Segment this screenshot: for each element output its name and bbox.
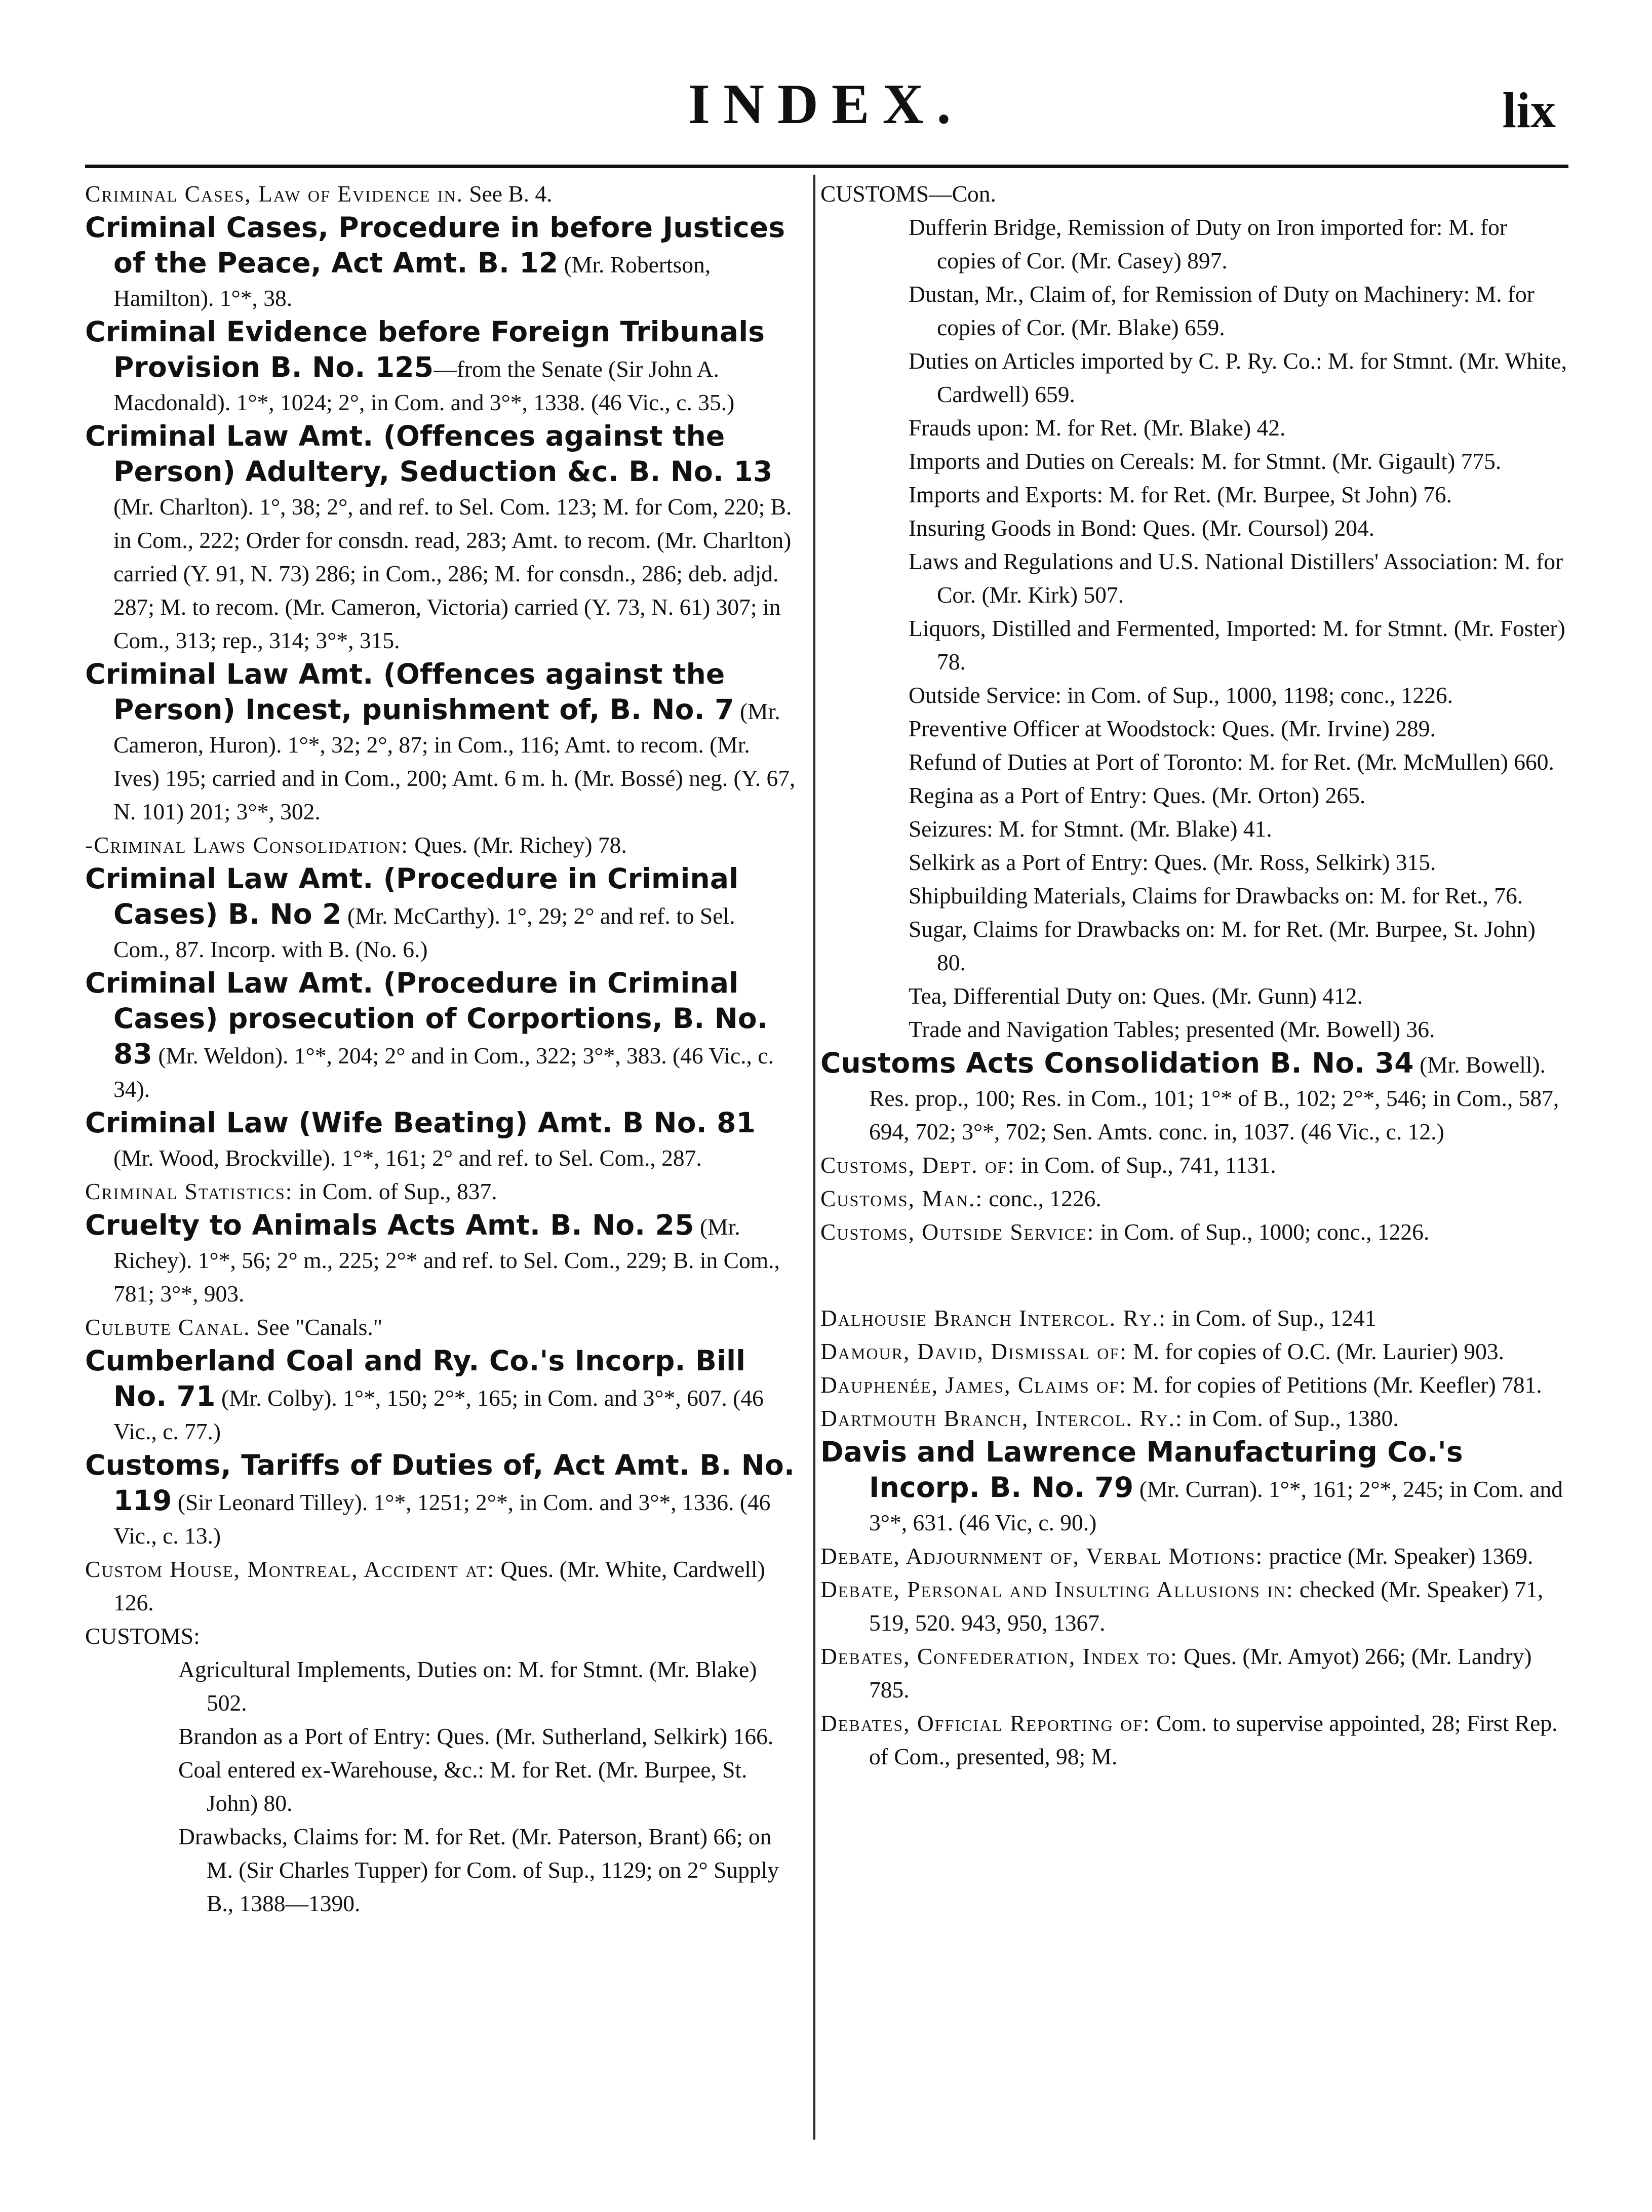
- entry-text: (Mr. Robertson, Hamilton). 1°*, 38.: [113, 252, 711, 311]
- entry-heading: Custom House, Montreal, Accident at:: [85, 1556, 495, 1582]
- entry-heading: Debates, Confederation, Index to:: [820, 1643, 1178, 1669]
- entry-heading: Customs, Man.:: [820, 1186, 984, 1211]
- index-entry: [85, 862, 797, 966]
- entry-text: Ques. (Mr. Amyot) 266; (Mr. Landry) 785.: [869, 1643, 1532, 1703]
- index-entry: [85, 177, 797, 211]
- entry-heading: CUSTOMS—Con.: [820, 181, 996, 207]
- entry-text: Imports and Duties on Cereals: M. for Stmnt. (Mr. Gigault) 775.: [909, 448, 1502, 474]
- entry-text: Tea, Differential Duty on: Ques. (Mr. Gunn) 412.: [909, 983, 1363, 1009]
- index-subentry: [820, 879, 1567, 913]
- entry-text: M. for copies of O.C. (Mr. Laurier) 903.: [1127, 1338, 1505, 1364]
- entry-heading: Criminal Statistics:: [85, 1178, 293, 1204]
- entry-text: Insuring Goods in Bond: Ques. (Mr. Coursol) 204.: [909, 515, 1375, 541]
- entry-heading: Debates, Official Reporting of:: [820, 1710, 1151, 1736]
- entry-heading: Dalhousie Branch Intercol. Ry.:: [820, 1305, 1166, 1331]
- index-entry: [85, 419, 797, 657]
- index-subentry: [820, 445, 1567, 478]
- section-gap: [820, 1249, 1567, 1301]
- entry-text: Laws and Regulations and U.S. National Distillers' Association: M. for Cor. (Mr. Kirk) 507.: [909, 548, 1563, 608]
- index-subentry: [820, 344, 1567, 411]
- entry-text: (Sir Leonard Tilley). 1°*, 1251; 2°*, in Com. and 3°*, 1336. (46 Vic., c. 13.): [113, 1489, 771, 1549]
- page-number: lix: [1502, 82, 1556, 138]
- entry-heading: Davis and Lawrence Manufacturing Co.'s Incorp. B. No. 79: [820, 1436, 1463, 1504]
- entry-heading: Damour, David, Dismissal of:: [820, 1338, 1127, 1364]
- entry-text: Com. to supervise appointed, 28; First Rep. of Com., presented, 98; M.: [869, 1710, 1558, 1769]
- index-entry: [85, 1311, 797, 1344]
- entry-text: (Mr. McCarthy). 1°, 29; 2° and ref. to Sel. Com., 87. Incorp. with B. (No. 6.): [113, 903, 735, 962]
- index-entry: [820, 1301, 1567, 1335]
- entry-text: in Com. of Sup., 741, 1131.: [1015, 1152, 1276, 1178]
- entry-text: in Com. of Sup., 1000; conc., 1226.: [1094, 1219, 1430, 1245]
- entry-heading: Customs, Outside Service:: [820, 1219, 1095, 1245]
- index-subentry: [820, 913, 1567, 979]
- index-entry: [820, 1368, 1567, 1402]
- index-entry: [85, 1448, 797, 1553]
- entry-heading: Criminal Law (Wife Beating) Amt. B No. 81: [85, 1107, 756, 1139]
- entry-text: Liquors, Distilled and Fermented, Imported: M. for Stmnt. (Mr. Foster) 78.: [909, 615, 1565, 675]
- entry-text: (Mr. Colby). 1°*, 150; 2°*, 165; in Com. and 3°*, 607. (46 Vic., c. 77.): [113, 1385, 764, 1444]
- entry-text: Dufferin Bridge, Remission of Duty on Iron imported for: M. for copies of Cor. (Mr. Casey) 897.: [909, 214, 1507, 273]
- index-entry: [85, 1620, 797, 1653]
- index-entry: [820, 1435, 1567, 1539]
- index-subentry: [85, 1753, 797, 1820]
- index-subentry: [85, 1653, 797, 1720]
- entry-heading: Dartmouth Branch, Intercol. Ry.:: [820, 1405, 1183, 1431]
- index-entry: [85, 315, 797, 419]
- entry-heading: Customs, Dept. of:: [820, 1152, 1015, 1178]
- entry-heading: Criminal Cases, Law of Evidence in.: [85, 181, 463, 207]
- entry-heading: Criminal Evidence before Foreign Tribunals Provision B. No. 125: [85, 315, 765, 383]
- entry-text: (Mr. Cameron, Huron). 1°*, 32; 2°, 87; in Com., 116; Amt. to recom. (Mr. Ives) 195; carried and in Com., 200; Amt. 6 m. h. (Mr. Bossé) neg. (Y. 67, N. 101) 201; 3°*, 302.: [113, 698, 796, 824]
- entry-heading: Criminal Law Amt. (Procedure in Criminal Cases) prosecution of Corportions, B. No. 83: [85, 967, 768, 1070]
- entry-text: Sugar, Claims for Drawbacks on: M. for Ret. (Mr. Burpee, St. John) 80.: [909, 916, 1536, 975]
- entry-text: (Mr. Bowell). Res. prop., 100; Res. in Com., 101; 1°* of B., 102; 2°*, 546; in Com., 587, 694, 702; 3°*, 702; Sen. Amts. conc. in, 1037. (46 Vic., c. 12.): [869, 1052, 1559, 1144]
- index-subentry: [820, 979, 1567, 1013]
- entry-text: Preventive Officer at Woodstock: Ques. (Mr. Irvine) 289.: [909, 716, 1436, 741]
- index-entry: [820, 177, 1567, 211]
- index-subentry: [820, 211, 1567, 278]
- index-subentry: [820, 478, 1567, 511]
- index-entry: [85, 211, 797, 315]
- entry-text: (Mr. Weldon). 1°*, 204; 2° and in Com., 322; 3°*, 383. (46 Vic., c. 34).: [113, 1043, 774, 1102]
- entry-heading: Criminal Law Amt. (Offences against the Person) Adultery, Seduction &c. B. No. 13: [85, 420, 773, 488]
- entry-heading: Debate, Personal and Insulting Allusions in:: [820, 1576, 1294, 1602]
- entry-text: Coal entered ex-Warehouse, &c.: M. for Ret. (Mr. Burpee, St. John) 80.: [178, 1757, 748, 1816]
- entry-heading: Cruelty to Animals Acts Amt. B. No. 25: [85, 1209, 694, 1241]
- index-subentry: [85, 1720, 797, 1753]
- entry-text: (Mr. Wood, Brockville). 1°*, 161; 2° and ref. to Sel. Com., 287.: [113, 1145, 702, 1171]
- entry-heading: Criminal Cases, Procedure in before Justices of the Peace, Act Amt. B. 12: [85, 211, 785, 279]
- entry-heading: Criminal Law Amt. (Procedure in Criminal Cases) B. No 2: [85, 862, 739, 930]
- entry-text: checked (Mr. Speaker) 71, 519, 520. 943, 950, 1367.: [869, 1576, 1544, 1636]
- index-entry: [85, 828, 797, 862]
- index-entry: [85, 1106, 797, 1175]
- index-entry: [820, 1402, 1567, 1435]
- entry-heading: Culbute Canal.: [85, 1314, 251, 1340]
- entry-text: (Mr. Richey). 1°*, 56; 2° m., 225; 2°* and ref. to Sel. Com., 229; B. in Com., 781; 3°*, 903.: [113, 1214, 780, 1307]
- entry-text: in Com. of Sup., 837.: [293, 1178, 497, 1204]
- index-entry: [820, 1182, 1567, 1215]
- entry-text: Refund of Duties at Port of Toronto: M. for Ret. (Mr. McMullen) 660.: [909, 749, 1554, 775]
- entry-text: See "Canals.": [250, 1314, 383, 1340]
- entry-text: Dustan, Mr., Claim of, for Remission of Duty on Machinery: M. for copies of Cor. (Mr. Blake) 659.: [909, 281, 1535, 340]
- index-entry: [85, 1344, 797, 1448]
- entry-text: in Com. of Sup., 1241: [1166, 1305, 1376, 1331]
- index-subentry: [820, 745, 1567, 779]
- index-entry: [820, 1215, 1567, 1249]
- entry-text: (Mr. Charlton). 1°, 38; 2°, and ref. to Sel. Com. 123; M. for Com, 220; B. in Com., 222; Order for consdn. read, 283; Amt. to recom. (Mr. Charlton) carried (Y. 91, N. 73) 286; in Com., 286; M. for consdn., 286; deb. adjd. 287; M. to recom. (Mr. Cameron, Victoria) carried (Y. 73, N. 61) 307; in Com., 313; rep., 314; 3°*, 315.: [113, 494, 792, 653]
- index-entry: [820, 1640, 1567, 1707]
- entry-heading: Customs Acts Consolidation B. No. 34: [820, 1047, 1414, 1079]
- index-entry: [85, 966, 797, 1106]
- index-subentry: [820, 846, 1567, 879]
- entry-heading: Criminal Law Amt. (Offences against the Person) Incest, punishment of, B. No. 7: [85, 658, 734, 726]
- entry-text: Ques. (Mr. White, Cardwell) 126.: [113, 1556, 765, 1615]
- index-subentry: [820, 278, 1567, 344]
- index-subentry: [820, 712, 1567, 745]
- index-entry: [85, 657, 797, 828]
- entry-text: Regina as a Port of Entry: Ques. (Mr. Orton) 265.: [909, 782, 1366, 808]
- entry-text: Shipbuilding Materials, Claims for Drawbacks on: M. for Ret., 76.: [909, 883, 1523, 908]
- entry-text: practice (Mr. Speaker) 1369.: [1263, 1543, 1533, 1569]
- entry-text: Selkirk as a Port of Entry: Ques. (Mr. Ross, Selkirk) 315.: [909, 849, 1436, 875]
- entry-text: See B. 4.: [463, 181, 553, 207]
- entry-text: M. for copies of Petitions (Mr. Keefler) 781.: [1126, 1372, 1542, 1398]
- index-entry: [820, 1539, 1567, 1573]
- entry-text: in Com. of Sup., 1380.: [1183, 1405, 1399, 1431]
- entry-text: (Mr. Curran). 1°*, 161; 2°*, 245; in Com. and 3°*, 631. (46 Vic, c. 90.): [869, 1476, 1563, 1535]
- entry-text: Imports and Exports: M. for Ret. (Mr. Burpee, St John) 76.: [909, 482, 1452, 507]
- index-subentry: [820, 812, 1567, 846]
- entry-heading: Cumberland Coal and Ry. Co.'s Incorp. Bill No. 71: [85, 1345, 746, 1412]
- entry-heading: Debate, Adjournment of, Verbal Motions:: [820, 1543, 1264, 1569]
- entry-text: conc., 1226.: [983, 1186, 1102, 1211]
- entry-text: Agricultural Implements, Duties on: M. for Stmnt. (Mr. Blake) 502.: [178, 1656, 757, 1716]
- entry-heading: Dauphenée, James, Claims of:: [820, 1372, 1127, 1398]
- page-title: INDEX.: [688, 73, 964, 136]
- entry-text: Brandon as a Port of Entry: Ques. (Mr. Sutherland, Selkirk) 166.: [178, 1723, 774, 1749]
- index-subentry: [820, 679, 1567, 712]
- index-subentry: [85, 1820, 797, 1920]
- entry-text: —from the Senate (Sir John A. Macdonald). 1°*, 1024; 2°, in Com. and 3°*, 1338. (46 Vic., c. 35.): [113, 356, 735, 415]
- index-subentry: [820, 779, 1567, 812]
- entry-text: Drawbacks, Claims for: M. for Ret. (Mr. Paterson, Brant) 66; on M. (Sir Charles Tupper) for Com. of Sup., 1129; on 2° Supply B., 1388—1390.: [178, 1824, 779, 1916]
- entry-text: Seizures: M. for Stmnt. (Mr. Blake) 41.: [909, 816, 1272, 842]
- left-column: [85, 177, 797, 1920]
- index-entry: [820, 1149, 1567, 1182]
- column-divider: [813, 175, 815, 2140]
- entry-text: Outside Service: in Com. of Sup., 1000, 1198; conc., 1226.: [909, 682, 1453, 708]
- index-entry: [820, 1707, 1567, 1773]
- entry-text: Duties on Articles imported by C. P. Ry. Co.: M. for Stmnt. (Mr. White, Cardwell) 659.: [909, 348, 1567, 407]
- entry-text: Trade and Navigation Tables; presented (Mr. Bowell) 36.: [909, 1016, 1435, 1042]
- index-subentry: [820, 612, 1567, 679]
- entry-heading: CUSTOMS:: [85, 1623, 200, 1649]
- entry-text: Ques. (Mr. Richey) 78.: [408, 832, 627, 858]
- right-column: [820, 177, 1567, 1773]
- index-entry: [820, 1046, 1567, 1149]
- index-entry: [85, 1175, 797, 1208]
- header-rule: [85, 165, 1568, 168]
- entry-heading: Customs, Tariffs of Duties of, Act Amt. B. No. 119: [85, 1449, 795, 1517]
- index-subentry: [820, 411, 1567, 445]
- index-entry: [85, 1208, 797, 1311]
- index-entry: [820, 1573, 1567, 1640]
- index-subentry: [820, 1013, 1567, 1046]
- index-subentry: [820, 511, 1567, 545]
- index-entry: [85, 1553, 797, 1620]
- index-entry: [820, 1335, 1567, 1368]
- entry-heading: -Criminal Laws Consolidation:: [85, 832, 409, 858]
- entry-text: Frauds upon: M. for Ret. (Mr. Blake) 42.: [909, 415, 1286, 441]
- index-subentry: [820, 545, 1567, 612]
